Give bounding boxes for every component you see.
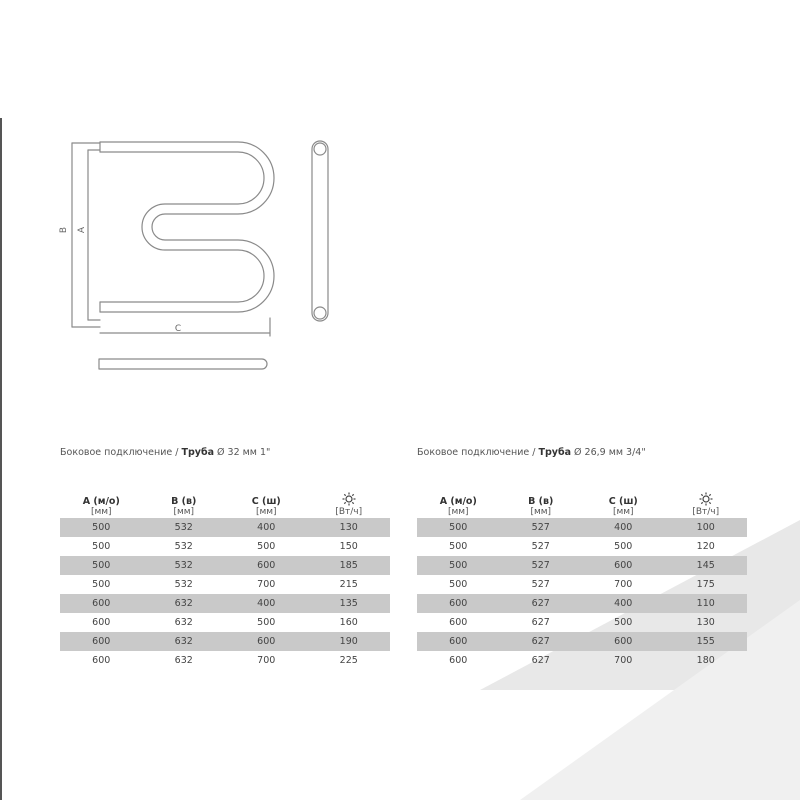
- header-b: B (в) [мм]: [171, 496, 197, 517]
- header-power: [Вт/ч]: [665, 478, 748, 518]
- table-row: 500 532 600 185: [60, 556, 390, 575]
- tube-outer-contour: [100, 142, 274, 312]
- caption-bold: Труба: [538, 447, 572, 458]
- caption-prefix: Боковое подключение /: [60, 447, 182, 458]
- caption-suffix: Ø 32 мм 1": [214, 447, 271, 458]
- header-c: C (ш) [мм]: [251, 496, 281, 517]
- table-row: 600 632 700 225: [92, 655, 358, 666]
- header-a: A (м/о) [мм]: [82, 496, 120, 517]
- caption-bold: Труба: [181, 447, 215, 458]
- table-row: 500 527 500 120: [449, 541, 715, 552]
- header-b: B (в) [мм]: [528, 496, 554, 517]
- spec-table: [417, 478, 747, 670]
- table-row: 600 632 500 160: [92, 617, 358, 628]
- table-caption: [417, 446, 757, 460]
- side-view: [312, 141, 328, 321]
- table-row: 600 627 500 130: [449, 617, 715, 628]
- sun-icon: [342, 492, 356, 506]
- label-a: A: [77, 226, 87, 234]
- spec-table-block-26mm: [417, 446, 757, 670]
- table-row: 600 627 700 180: [449, 655, 715, 666]
- spec-table-block-32mm: [60, 446, 400, 670]
- caption-suffix: Ø 26,9 мм 3/4": [571, 447, 646, 458]
- header-a: A (м/о) [мм]: [439, 496, 477, 517]
- tube-inner-contour: [100, 152, 264, 302]
- table-row: 600 632 600 190: [60, 632, 390, 651]
- label-b: B: [59, 226, 69, 234]
- table-row: 500 532 400 130: [60, 518, 390, 537]
- label-c: C: [174, 324, 182, 334]
- table-row: 500 527 400 100: [417, 518, 747, 537]
- table-row: 500 527 700 175: [449, 579, 715, 590]
- top-view: [99, 359, 267, 369]
- table-row: 600 627 400 110: [417, 594, 747, 613]
- table-row: 600 632 400 135: [60, 594, 390, 613]
- header-power: [Вт/ч]: [308, 478, 391, 518]
- table-caption: [60, 446, 400, 460]
- table-row: 600 627 600 155: [417, 632, 747, 651]
- table-row: 500 532 500 150: [92, 541, 358, 552]
- sun-icon: [699, 492, 713, 506]
- caption-prefix: Боковое подключение /: [417, 447, 539, 458]
- table-row: 500 527 600 145: [417, 556, 747, 575]
- table-row: 500 532 700 215: [92, 579, 358, 590]
- header-c: C (ш) [мм]: [608, 496, 638, 517]
- spec-table: [60, 478, 390, 670]
